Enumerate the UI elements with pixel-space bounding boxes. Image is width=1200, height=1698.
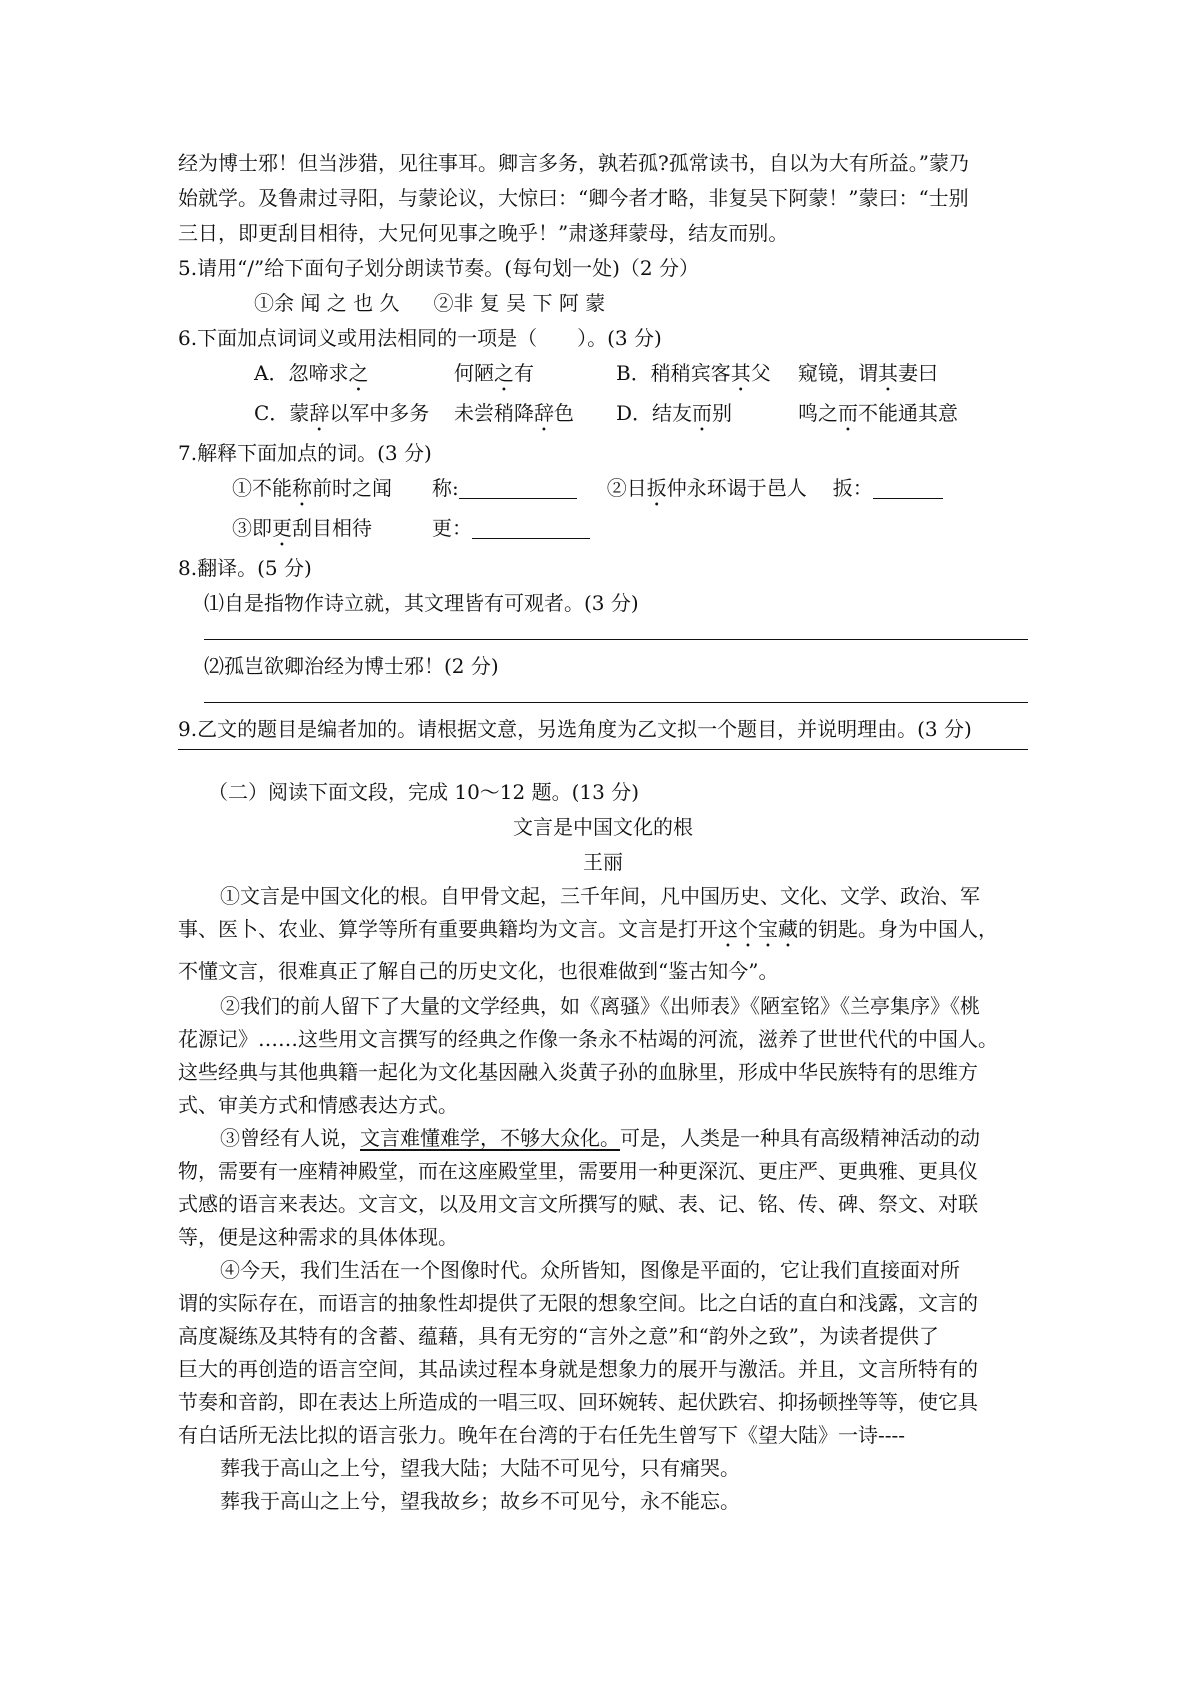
paragraph-3-line: 等，便是这种需求的具体体现。 bbox=[178, 1225, 458, 1249]
option-b-2: 窥镜，谓其妻曰 bbox=[798, 361, 938, 385]
article-body bbox=[178, 880, 1028, 1518]
paragraph-4-line: 节奏和音韵，即在表达上所造成的一唱三叹、回环婉转、起伏跌宕、抑扬顿挫等等，使它具 bbox=[178, 1390, 978, 1414]
option-c-1: C．蒙辞以军中多务 bbox=[254, 401, 430, 425]
question-6-row-cd bbox=[178, 396, 1028, 436]
paragraph-2-line: 花源记》……这些用文言撰写的经典之作像一条永不枯竭的河流，滋养了世世代代的中国人。 bbox=[178, 1027, 998, 1051]
poem-line: 葬我于高山之上兮，望我故乡；故乡不可见兮，永不能忘。 bbox=[220, 1489, 740, 1513]
question-8-item-2: ⑵孤岂欲卿治经为博士邪！(2 分) bbox=[204, 654, 499, 678]
passage-line: 经为博士邪！但当涉猎，见往事耳。卿言多务，孰若孤?孤常读书，自以为大有所益。”蒙乃 bbox=[178, 151, 969, 175]
paragraph-2-line: ②我们的前人留下了大量的文学经典，如《离骚》《出师表》《陋室铭》《兰亭集序》《桃 bbox=[220, 994, 980, 1018]
answer-blank-1[interactable] bbox=[459, 478, 577, 499]
option-b-1: B．稍稍宾客其父 bbox=[616, 361, 771, 385]
question-5-items bbox=[178, 286, 1028, 321]
question-6-stem: 6.下面加点词词义或用法相同的一项是（ ）。(3 分) bbox=[178, 326, 662, 350]
option-a-2: 何陋之有 bbox=[454, 361, 534, 385]
paragraph-4-line: 巨大的再创造的语言空间，其品读过程本身就是想象力的展开与激活。并且，文言所特有的 bbox=[178, 1357, 978, 1381]
answer-line-9[interactable] bbox=[178, 747, 1028, 769]
question-9-stem: 9.乙文的题目是编者加的。请根据文意，另选角度为乙文拟一个题目，并说明理由。(3 分) bbox=[178, 717, 972, 741]
question-7-row-2: ③即更刮目相待 更： bbox=[178, 511, 1028, 551]
question-5-item-2: ②非 复 吴 下 阿 蒙 bbox=[433, 291, 606, 315]
paragraph-4-line: 谓的实际存在，而语言的抽象性却提供了无限的想象空间。比之白话的直白和浅露，文言的 bbox=[178, 1291, 978, 1315]
answer-blank-3[interactable] bbox=[472, 518, 590, 539]
paragraph-1-line: ①文言是中国文化的根。自甲骨文起，三千年间，凡中国历史、文化、文学、政治、军 bbox=[220, 884, 980, 908]
option-c-2: 未尝稍降辞色 bbox=[454, 401, 574, 425]
question-7-stem: 7.解释下面加点的词。(3 分) bbox=[178, 441, 432, 465]
question-5-stem: 5.请用“/”给下面句子划分朗读节奏。(每句划一处)（2 分） bbox=[178, 256, 699, 280]
article-author: 王丽 bbox=[583, 850, 623, 874]
paragraph-3-line: 物，需要有一座精神殿堂，而在这座殿堂里，需要用一种更深沉、更庄严、更典雅、更具仪 bbox=[178, 1159, 978, 1183]
answer-blank-2[interactable] bbox=[873, 478, 943, 499]
paragraph-2-line: 这些经典与其他典籍一起化为文化基因融入炎黄子孙的血脉里，形成中华民族特有的思维方 bbox=[178, 1060, 978, 1084]
question-6-row-ab bbox=[178, 356, 1028, 396]
paragraph-3-line: 式感的语言来表达。文言文，以及用文言文所撰写的赋、表、记、铭、传、碑、祭文、对联 bbox=[178, 1192, 978, 1216]
article-title: 文言是中国文化的根 bbox=[513, 815, 693, 839]
paragraph-2-line: 式、审美方式和情感表达方式。 bbox=[178, 1093, 458, 1117]
passage-line: 三日，即更刮目相待，大兄何见事之晚乎！”肃遂拜蒙母，结友而别。 bbox=[178, 221, 789, 245]
question-7-item-2: ②日扳仲永环谒于邑人 bbox=[606, 476, 807, 500]
question-7-item-3: ③即更刮目相待 bbox=[232, 516, 372, 540]
paragraph-4-line: 有白话所无法比拟的语言张力。晚年在台湾的于右任先生曾写下《望大陆》一诗---- bbox=[178, 1423, 906, 1447]
option-d-1: D．结友而别 bbox=[616, 401, 733, 425]
answer-line-8-2[interactable] bbox=[204, 684, 1028, 712]
paragraph-4-line: 高度凝练及其特有的含蓄、蕴藉，具有无穷的“言外之意”和“韵外之致”，为读者提供了 bbox=[178, 1324, 939, 1348]
paragraph-1-line: 事、医卜、农业、算学等所有重要典籍均为文言。文言是打开这个宝藏的钥匙。身为中国人， bbox=[178, 917, 998, 941]
paragraph-1-line: 不懂文言，很难真正了解自己的历史文化，也很难做到“鉴古知今”。 bbox=[178, 959, 779, 983]
exam-page bbox=[178, 146, 1028, 1518]
paragraph-4-line: ④今天，我们生活在一个图像时代。众所皆知，图像是平面的，它让我们直接面对所 bbox=[220, 1258, 960, 1282]
answer-line-8-1[interactable] bbox=[204, 621, 1028, 649]
question-5-item-1: ①余 闻 之 也 久 bbox=[254, 291, 400, 315]
question-7-item-1: ①不能称前时之闻 bbox=[232, 476, 392, 500]
passage-line: 始就学。及鲁肃过寻阳，与蒙论议，大惊曰：“卿今者才略，非复吴下阿蒙！”蒙曰：“士别 bbox=[178, 186, 969, 210]
question-7-row-1: ①不能称前时之闻 称: ②日扳仲永环谒于邑人 扳： bbox=[178, 471, 1028, 511]
question-8-item-1: ⑴自是指物作诗立就，其文理皆有可观者。(3 分) bbox=[204, 591, 639, 615]
option-a-1: A．忽啼求之 bbox=[254, 361, 369, 385]
poem-line: 葬我于高山之上兮，望我大陆；大陆不可见兮，只有痛哭。 bbox=[220, 1456, 740, 1480]
underlined-sentence: 文言难懂难学，不够大众化。 bbox=[360, 1126, 620, 1150]
option-d-2: 鸣之而不能通其意 bbox=[798, 401, 958, 425]
section-2-intro: （二）阅读下面文段，完成 10～12 题。(13 分) bbox=[208, 780, 640, 804]
question-8-stem: 8.翻译。(5 分) bbox=[178, 556, 312, 580]
paragraph-3-line: ③曾经有人说，文言难懂难学，不够大众化。可是，人类是一种具有高级精神活动的动 bbox=[220, 1126, 980, 1150]
